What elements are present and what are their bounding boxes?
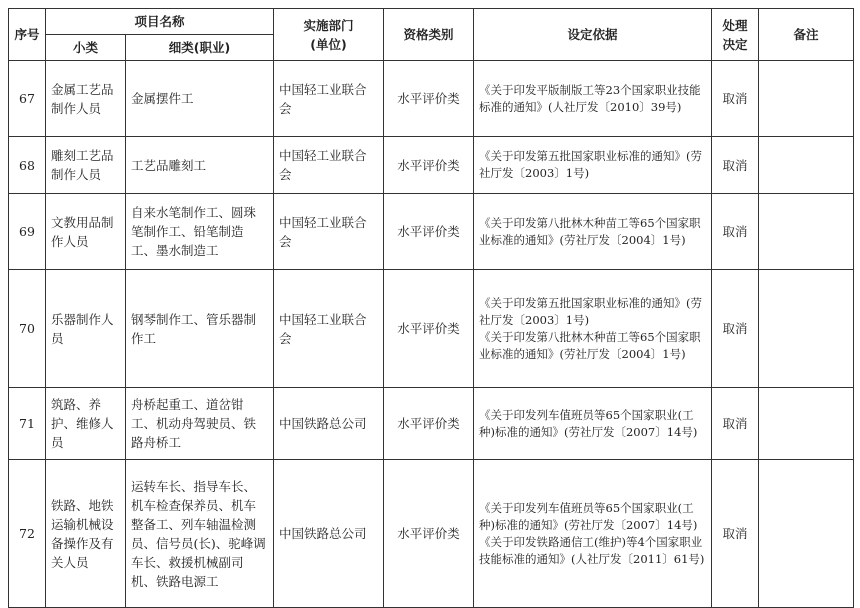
row-seq: 71	[9, 388, 46, 460]
header-decision-line1: 处理	[722, 17, 748, 33]
row-remark	[759, 61, 854, 137]
basis-paragraph: 《关于印发第五批国家职业标准的通知》(劳社厅发〔2003〕1号)	[479, 149, 702, 180]
table-row	[9, 388, 854, 460]
row-detail-cat: 金属摆件工	[126, 61, 274, 137]
row-dept: 中国轻工业联合会	[274, 137, 384, 194]
row-seq: 67	[9, 61, 46, 137]
header-dept-line2: (单位)	[310, 36, 347, 52]
basis-paragraph: 《关于印发第八批林木种苗工等65个国家职业标准的通知》(劳社厅发〔2004〕1号)	[479, 329, 701, 361]
row-small-cat: 筑路、养护、维修人员	[46, 388, 126, 460]
basis-paragraph: 《关于印发平版制版工等23个国家职业技能标准的通知》(人社厅发〔2010〕39号)	[479, 82, 701, 114]
row-remark	[759, 137, 854, 194]
header-small-cat: 小类	[46, 35, 126, 61]
basis-paragraph: 《关于印发列车值班员等65个国家职业(工种)标准的通知》(劳社厅发〔2007〕14号)	[479, 407, 698, 439]
row-basis	[474, 194, 712, 270]
row-qual-type: 水平评价类	[384, 270, 474, 388]
table-row	[9, 270, 854, 388]
header-detail-cat: 细类(职业)	[126, 35, 274, 61]
row-decision: 取消	[712, 137, 759, 194]
row-detail-cat: 自来水笔制作工、圆珠笔制作工、铅笔制造工、墨水制造工	[126, 194, 274, 270]
row-remark	[759, 460, 854, 608]
header-seq: 序号	[9, 9, 46, 61]
row-seq: 70	[9, 270, 46, 388]
row-qual-type: 水平评价类	[384, 388, 474, 460]
row-dept: 中国轻工业联合会	[274, 61, 384, 137]
row-dept: 中国铁路总公司	[274, 388, 384, 460]
header-dept-line1: 实施部门	[303, 17, 354, 33]
header-qual-type: 资格类别	[384, 9, 474, 61]
row-dept: 中国轻工业联合会	[274, 270, 384, 388]
row-basis	[474, 460, 712, 608]
row-small-cat: 铁路、地铁运输机械设备操作及有关人员	[46, 460, 126, 608]
row-qual-type: 水平评价类	[384, 61, 474, 137]
row-qual-type: 水平评价类	[384, 460, 474, 608]
row-dept: 中国轻工业联合会	[274, 194, 384, 270]
basis-paragraph: 《关于印发铁路通信工(维护)等4个国家职业技能标准的通知》(人社厅发〔2011〕61号)	[479, 534, 705, 566]
table-row	[9, 61, 854, 137]
row-basis	[474, 137, 712, 194]
header-decision	[712, 9, 759, 61]
table-row	[9, 460, 854, 608]
row-remark	[759, 270, 854, 388]
row-basis	[474, 270, 712, 388]
table-row	[9, 194, 854, 270]
header-dept	[274, 9, 384, 61]
row-seq: 69	[9, 194, 46, 270]
row-remark	[759, 388, 854, 460]
header-remark: 备注	[759, 9, 854, 61]
row-remark	[759, 194, 854, 270]
row-decision: 取消	[712, 270, 759, 388]
row-qual-type: 水平评价类	[384, 194, 474, 270]
row-seq: 68	[9, 137, 46, 194]
row-basis	[474, 388, 712, 460]
row-small-cat: 乐器制作人员	[46, 270, 126, 388]
basis-paragraph: 《关于印发第八批林木种苗工等65个国家职业标准的通知》(劳社厅发〔2004〕1号)	[479, 215, 701, 247]
row-dept: 中国铁路总公司	[274, 460, 384, 608]
row-small-cat: 金属工艺品制作人员	[46, 61, 126, 137]
row-basis	[474, 61, 712, 137]
basis-paragraph: 《关于印发列车值班员等65个国家职业(工种)标准的通知》(劳社厅发〔2007〕14号)	[479, 500, 698, 532]
row-detail-cat: 舟桥起重工、道岔钳工、机动舟驾驶员、铁路舟桥工	[126, 388, 274, 460]
header-basis: 设定依据	[474, 9, 712, 61]
row-detail-cat: 运转车长、指导车长、机车检查保养员、机车整备工、列车轴温检测员、信号员(长)、驼峰调车长、救援机械副司机、铁路电源工	[126, 460, 274, 608]
row-decision: 取消	[712, 388, 759, 460]
row-small-cat: 雕刻工艺品制作人员	[46, 137, 126, 194]
basis-paragraph: 《关于印发第五批国家职业标准的通知》(劳社厅发〔2003〕1号)	[479, 295, 702, 327]
row-decision: 取消	[712, 61, 759, 137]
row-small-cat: 文教用品制作人员	[46, 194, 126, 270]
header-item-name: 项目名称	[46, 9, 274, 35]
row-decision: 取消	[712, 460, 759, 608]
row-decision: 取消	[712, 194, 759, 270]
table-row	[9, 137, 854, 194]
occupation-qualification-table	[8, 8, 854, 608]
row-detail-cat: 工艺品雕刻工	[126, 137, 274, 194]
row-detail-cat: 钢琴制作工、管乐器制作工	[126, 270, 274, 388]
row-qual-type: 水平评价类	[384, 137, 474, 194]
row-seq: 72	[9, 460, 46, 608]
header-decision-line2: 决定	[722, 36, 748, 52]
